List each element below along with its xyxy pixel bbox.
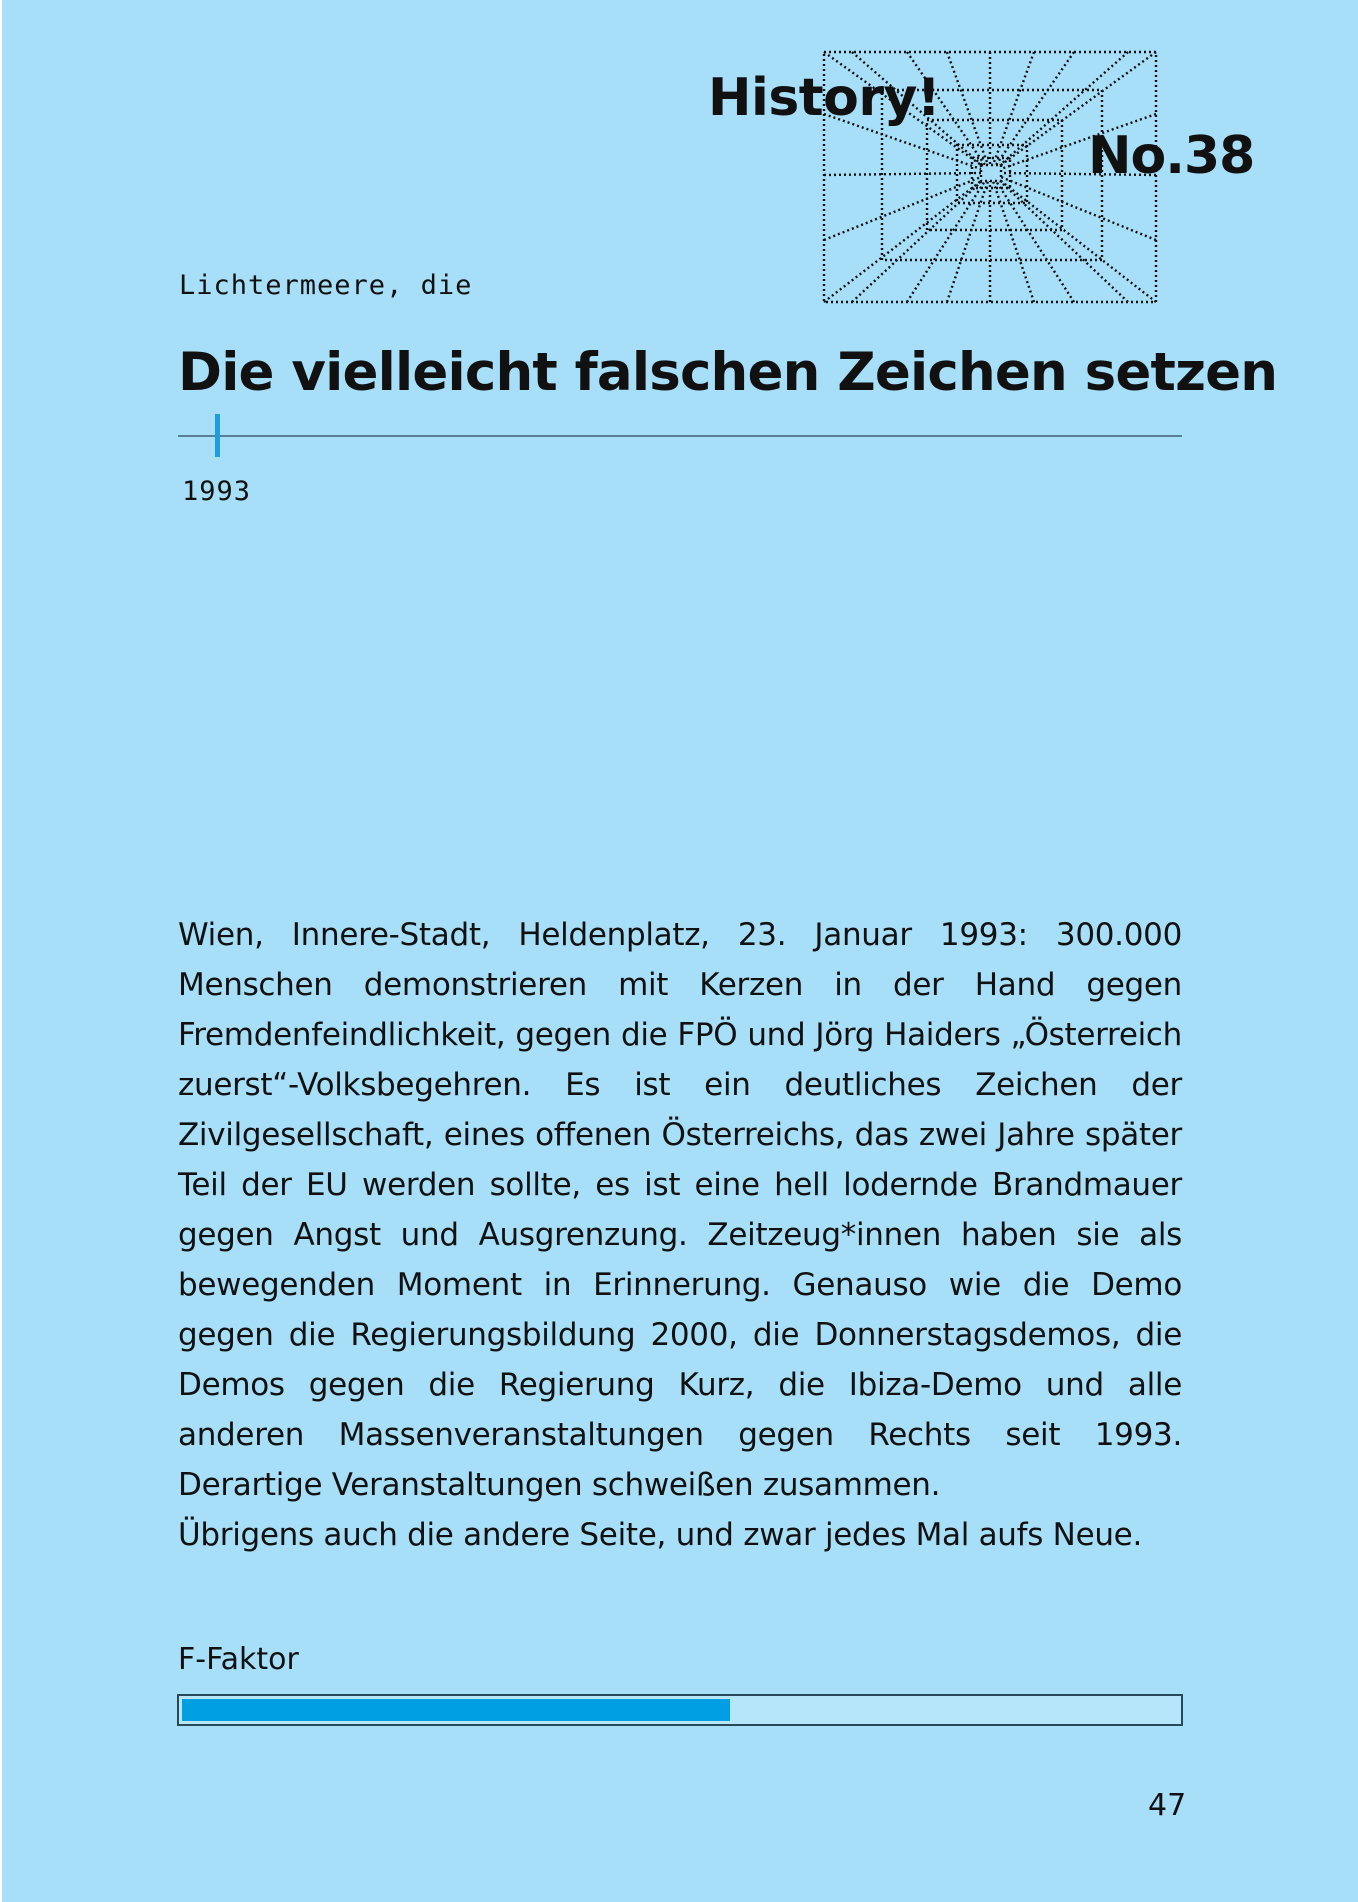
- article-category: Lichtermeere, die: [179, 270, 473, 301]
- timeline-divider: [178, 435, 1182, 437]
- article-body-last-line: Übrigens auch die andere Seite, und zwar jedes Mal aufs Neue.: [178, 1517, 1143, 1553]
- f-factor-bar-fill: [182, 1699, 730, 1721]
- article-year: 1993: [182, 476, 252, 507]
- issue-number: No.38: [1088, 126, 1255, 186]
- brand-title: History!: [708, 68, 941, 128]
- timeline-marker: [215, 414, 220, 457]
- page-edge: [0, 0, 2, 1902]
- f-factor-bar: [177, 1694, 1183, 1726]
- f-factor-label: F-Faktor: [178, 1642, 299, 1677]
- page-number: 47: [1148, 1788, 1187, 1823]
- article-headline: Die vielleicht falschen Zeichen setzen: [178, 342, 1278, 403]
- article-body: Wien, Innere-Stadt, Heldenplatz, 23. Januar 1993: 300.000 Menschen demonstrieren mit Kerzen in der Hand gegen Fremdenfeindlichkeit, gegen die FPÖ und Jörg Haiders „Österreich zuerst“-Volksbegehren. Es ist ein deutliches Zeichen der Zivilgesellschaft, eines offenen Österreichs, das zwei Jahre später Teil der EU werden sollte, es ist eine hell lodernde Brandmauer gegen Angst und Ausgrenzung. Zeitzeug*innen haben sie als bewegenden Moment in Erinnerung. Genauso wie die Demo gegen die Regierungsbildung 2000, die Donnerstagsdemos, die Demos gegen die Regierung Kurz, die Ibiza-Demo und alle anderen Massenveranstaltungen gegen Rechts seit 1993. Derartige Veranstaltungen schweißen zusammen.: [178, 917, 1182, 1503]
